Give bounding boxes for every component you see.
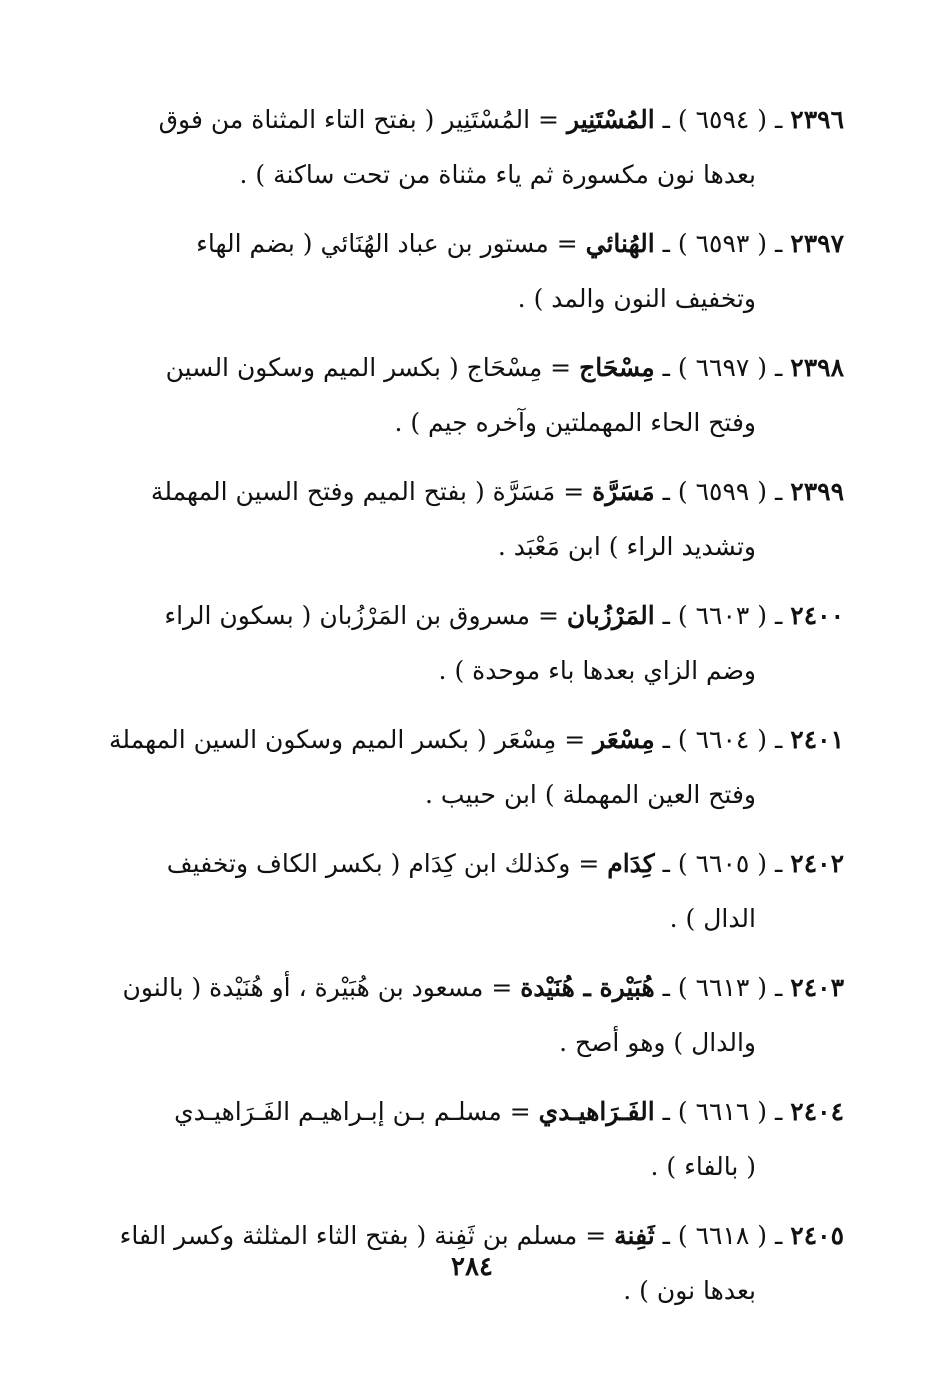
entry-text: = مِسْحَاج ( بكسر الميم وسكون السين [165,353,572,382]
entry-2399 [92,464,844,574]
entry-ref: ـ ( ٦٥٩٤ ) ـ [662,105,783,134]
entry-2400 [92,588,844,698]
entry-headword: المُسْتَنِير [566,105,655,134]
entry-text: = مسلـم بـن إبـراهيـم الفَـرَاهيـدي [174,1097,531,1126]
entry-continuation: وتخفيف النون والمد ) . [517,284,756,313]
entry-text: = وكذلك ابن كِدَام ( بكسر الكاف وتخفيف [166,849,600,878]
entry-text: = مِسْعَر ( بكسر الميم وسكون السين المهملة [109,725,586,754]
entry-2401 [92,712,844,822]
entry-text: = مسروق بن المَرْزُبان ( بسكون الراء [164,601,559,630]
entry-text: = مسلم بن ثَفِنة ( بفتح الثاء المثلثة وكسر الفاء [119,1221,607,1250]
entry-2402 [92,836,844,946]
entry-text: = مَسَرَّة ( بفتح الميم وفتح السين المهملة [150,477,585,506]
entry-text: = مسعود بن هُبَيْرة ، أو هُنَيْدة ( بالنون [122,973,513,1002]
entry-headword: ثَفِنة [614,1221,655,1250]
entry-continuation: بعدها نون ) . [623,1276,756,1305]
entry-2403 [92,960,844,1070]
entry-continuation: وفتح الحاء المهملتين وآخره جيم ) . [394,408,756,437]
entry-headword: مِسْعَر [593,725,655,754]
entry-continuation: وفتح العين المهملة ) ابن حبيب . [425,780,756,809]
entry-ref: ـ ( ٦٥٩٣ ) ـ [662,229,783,258]
entry-number: ٢٣٩٩ [790,477,844,506]
entry-headword: مِسْحَاج [579,353,655,382]
entries-list [92,92,844,1332]
entry-number: ٢٤٠٢ [790,849,844,878]
entry-ref: ـ ( ٦٦١٦ ) ـ [662,1097,783,1126]
entry-number: ٢٣٩٦ [790,105,844,134]
entry-ref: ـ ( ٦٥٩٩ ) ـ [662,477,783,506]
entry-continuation: بعدها نون مكسورة ثم ياء مثناة من تحت ساكنة ) . [239,160,756,189]
entry-text: = المُسْتَنِير ( بفتح التاء المثناة من فوق [158,105,559,134]
entry-number: ٢٤٠٥ [790,1221,844,1250]
entry-ref: ـ ( ٦٦٠٣ ) ـ [662,601,783,630]
entry-ref: ـ ( ٦٦٠٥ ) ـ [662,849,783,878]
entry-headword: مَسَرَّة [592,477,655,506]
entry-continuation: وضم الزاي بعدها باء موحدة ) . [438,656,756,685]
entry-ref: ـ ( ٦٦٠٤ ) ـ [662,725,783,754]
entry-continuation: الدال ) . [669,904,756,933]
entry-number: ٢٤٠٣ [790,973,844,1002]
entry-2404 [92,1084,844,1194]
entry-number: ٢٤٠٤ [790,1097,844,1126]
entry-2398 [92,340,844,450]
entry-number: ٢٣٩٧ [790,229,844,258]
entry-continuation: والدال ) وهو أصح . [559,1028,756,1057]
entry-headword: المَرْزُبان [566,601,655,630]
entry-text: = مستور بن عباد الهُنَائي ( بضم الهاء [196,229,578,258]
entry-continuation: وتشديد الراء ) ابن مَعْبَد . [497,532,756,561]
entry-number: ٢٤٠٠ [790,601,844,630]
entry-headword: الفَـرَاهيـدي [538,1097,655,1126]
entry-ref: ـ ( ٦٦١٣ ) ـ [662,973,783,1002]
entry-ref: ـ ( ٦٦٩٧ ) ـ [662,353,783,382]
entry-2396 [92,92,844,202]
page-number: ٢٨٤ [451,1252,493,1282]
entry-headword: كِدَام [607,849,655,878]
entry-headword: هُبَيْرة ـ هُنَيْدة [520,973,655,1002]
entry-headword: الهُنائي [585,229,655,258]
entry-2397 [92,216,844,326]
entry-continuation: ( بالفاء ) . [650,1152,756,1181]
entry-number: ٢٤٠١ [790,725,844,754]
entry-number: ٢٣٩٨ [790,353,844,382]
entry-ref: ـ ( ٦٦١٨ ) ـ [662,1221,783,1250]
